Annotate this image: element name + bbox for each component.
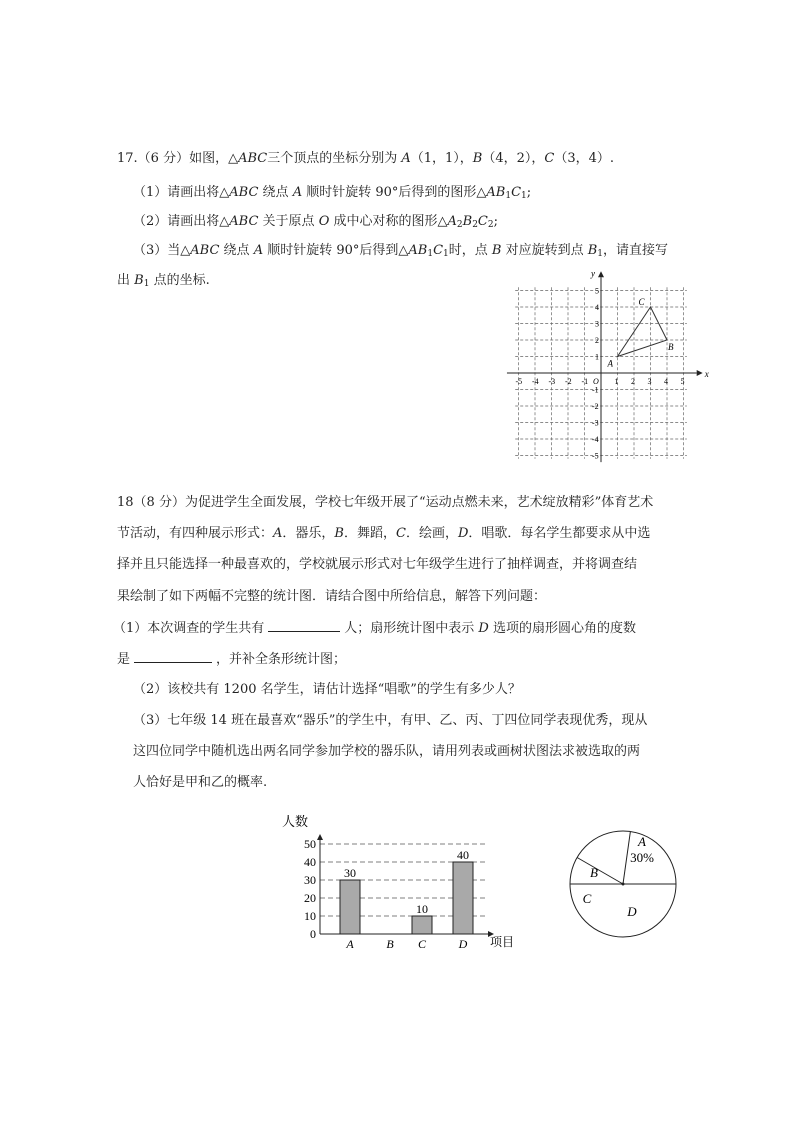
bar-y-tick-label: 0 [310, 927, 316, 941]
y-tick-label: 2 [595, 336, 599, 345]
x-tick-label: -4 [532, 377, 539, 386]
q18-part3: （3）七年级 14 班在最喜欢“器乐”的学生中，有甲、乙、丙、丁四位同学表现优秀，现从 [133, 713, 648, 728]
bar-value-label: 40 [457, 848, 469, 862]
y-tick-label: -5 [592, 451, 599, 461]
answer-blank-2[interactable] [134, 650, 212, 663]
point-c-label: C [638, 297, 645, 307]
point-b-label: B [668, 342, 674, 352]
bar-chart [270, 800, 530, 960]
x-tick-label: -2 [565, 377, 572, 386]
y-tick-label: 4 [595, 303, 599, 312]
bar-value-label: 10 [416, 902, 428, 916]
answer-blank-1[interactable] [268, 619, 340, 632]
bar-a [340, 880, 360, 934]
bar-category-label: D [458, 937, 468, 951]
q18-line-3: 择并且只能选择一种最喜欢的，学校就展示形式对七年级学生进行了抽样调查，并将调查结 [117, 557, 638, 572]
y-axis-arrow [598, 271, 604, 277]
y-tick-label: 1 [595, 352, 599, 362]
bar-y-axis-arrow [317, 834, 323, 840]
q17-part1: （1）请画出将△ABC 绕点 A 顺时针旋转 90°后得到的图形$\triangle AB_1C_1$; [133, 185, 532, 201]
y-tick-label: -3 [592, 418, 599, 428]
pie-divider [577, 858, 623, 885]
x-axis-arrow [697, 370, 703, 376]
q17-part2: （2）请画出将△ABC 关于原点 O 成中心对称的图形$\triangle A_2B_2C_2$; [133, 214, 498, 230]
q18-part3-line3: 人恰好是甲和乙的概率. [133, 775, 268, 790]
x-tick-label: 3 [647, 377, 652, 386]
q17-part3-line2: 出 $B_1$ 点的坐标. [117, 273, 210, 289]
pie-center [622, 883, 625, 886]
coordinate-grid-figure [500, 268, 709, 465]
y-tick-label: -2 [592, 402, 599, 411]
bar-chart-y-label: 人数 [282, 814, 309, 829]
q18-line-2: 节活动，有四种展示形式：A．器乐，B．舞蹈，C．绘画，D．唱歌．每名学生都要求从中选 [117, 526, 651, 541]
bar-category-label: A [346, 937, 354, 951]
q18-part1: （1）本次调查的学生共有 人；扇形统计图中表示 D 选项的扇形圆心角的度数 [113, 621, 636, 636]
bar-d [453, 862, 473, 934]
pie-slice-value: 30% [630, 850, 654, 865]
pie-slice-label: A [638, 834, 646, 849]
bar-y-tick-label: 50 [304, 837, 316, 851]
bar-category-label: B [386, 937, 394, 951]
q18-part1-line2: 是 ，并补全条形统计图； [117, 652, 347, 667]
bar-category-label: C [417, 937, 427, 951]
y-axis-label: y [591, 268, 595, 279]
x-tick-label: 1 [614, 377, 619, 386]
pie-slice-label: B [590, 865, 598, 880]
triangle-abc [618, 307, 668, 357]
bar-value-label: 30 [344, 866, 356, 880]
q18-part3-line2: 这四位同学中随机选出两名同学参加学校的器乐队，请用列表或画树状图法求被选取的两 [133, 744, 641, 759]
q17-intro: 17.（6 分）如图，△ABC三个顶点的坐标分别为 A（1，1），B（4，2），C（3，4）. [117, 151, 615, 166]
pie-slice-label: D [627, 904, 637, 919]
y-tick-label: -4 [592, 435, 599, 444]
y-tick-label: 3 [595, 319, 599, 329]
bar-y-tick-label: 10 [304, 909, 316, 923]
x-tick-label: 4 [664, 377, 668, 386]
bar-y-tick-label: 30 [304, 873, 316, 887]
grid-axes [507, 271, 703, 462]
x-axis-label: x [704, 369, 709, 379]
x-tick-label: -5 [515, 377, 523, 386]
pie-slice-label: C [582, 891, 592, 906]
x-tick-label: -3 [548, 377, 556, 386]
bar-c [412, 916, 432, 934]
q18-line-4: 果绘制了如下两幅不完整的统计图．请结合图中所给信息，解答下列问题： [117, 589, 547, 604]
q18-line-1: 18（8 分）为促进学生全面发展，学校七年级开展了“运动点燃未来，艺术绽放精彩”体育艺术 [117, 495, 654, 510]
x-tick-label: -1 [581, 377, 589, 386]
x-tick-label: 2 [631, 377, 635, 386]
bar-y-tick-label: 20 [304, 891, 316, 905]
x-tick-label: 5 [680, 377, 685, 386]
y-tick-label: -1 [592, 385, 599, 395]
pie-chart [560, 808, 690, 958]
q18-part2: （2）该校共有 1200 名学生，请估计选择“唱歌”的学生有多少人？ [133, 682, 521, 697]
q17-part3: （3）当△ABC 绕点 A 顺时针旋转 90°后得到$\triangle AB_1C_1$时，点 B 对应旋转到点 $B_1$，请直接写 [133, 243, 669, 259]
origin-label: O [593, 377, 599, 386]
bar-y-tick-label: 40 [304, 855, 316, 869]
point-a-label: A [607, 358, 613, 369]
bar-chart-x-label: 项目 [490, 935, 515, 949]
y-tick-label: 5 [595, 286, 599, 296]
